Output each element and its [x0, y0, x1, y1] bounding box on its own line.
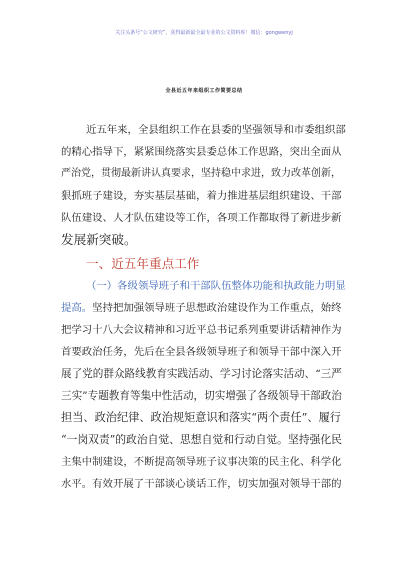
- body-line: 首要政治任务，先后在全县各级领导班子和领导干部中深入开: [61, 346, 342, 358]
- body-line: 主集中制建设，不断提高领导班子议事决策的民主化、科学化: [61, 456, 342, 468]
- body-line: 担当、政治纪律、政治规矩意识和落实“两个责任”、履行: [61, 411, 341, 424]
- document-title: 全县近五年来组织工作简要总结: [165, 88, 243, 94]
- sub-heading-tail: 提高。: [61, 302, 93, 314]
- intro-line: 发展新突破。: [61, 232, 137, 247]
- body-text: 坚持把加强领导班子思想政治建设作为工作重点，始终: [92, 302, 342, 314]
- promo-banner[interactable]: 关注头条号“公文研究”，获得最新最全最专业的公文资料库！微信：gongwenyj: [115, 30, 293, 36]
- intro-line: 队伍建设、人才队伍建设等工作，各项工作都取得了新进步新: [61, 212, 342, 224]
- body-line: 三实”专题教育等集中性活动，切实增强了各级领导干部政治: [61, 390, 342, 402]
- sub-heading-continued: [61, 300, 342, 316]
- intro-line: 的精心指导下，紧紧围绕落实县委总体工作思路，突出全面从: [61, 146, 342, 158]
- sub-heading: （一）各级领导班子和干部队伍整体功能和执政能力明显: [86, 280, 346, 292]
- body-line: 水平。有效开展了干部谈心谈话工作，切实加强对领导干部的: [61, 478, 342, 490]
- intro-line: 狠抓班子建设，夯实基层基础，着力推进基层组织建设、干部: [61, 190, 342, 202]
- section-heading: 一、近五年重点工作: [86, 256, 200, 271]
- intro-line: 严治党，贯彻最新讲认真要求，坚持稳中求进，致力改革创新，: [61, 168, 341, 179]
- intro-line: 近五年来，全县组织工作在县委的坚强领导和市委组织部: [86, 124, 346, 136]
- body-line: “一岗双责”的政治自觉、思想自觉和行动自觉。坚持强化民: [61, 433, 342, 446]
- body-line: 展了党的群众路线教育实践活动、学习讨论落实活动、“三严: [61, 368, 342, 380]
- body-line: 把学习十八大会议精神和习近平总书记系列重要讲话精神作为: [61, 324, 342, 336]
